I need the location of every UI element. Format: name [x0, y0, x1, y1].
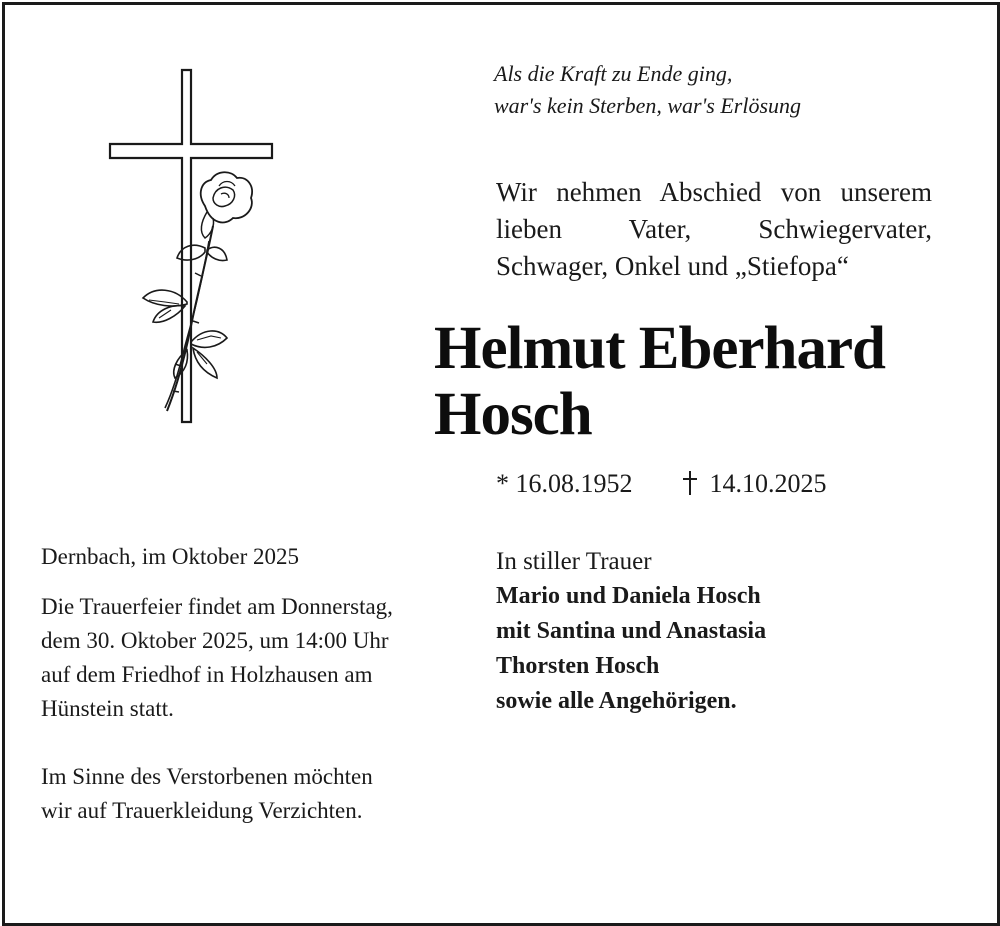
funeral-info [41, 590, 461, 726]
birth-date: * 16.08.1952 [496, 469, 633, 498]
mourner-line: mit Santina und Anastasia [496, 618, 767, 644]
name-line-1: Helmut Eberhard [434, 315, 885, 382]
details-column [41, 540, 461, 828]
intro-line-3: Schwager, Onkel und „Stiefopa“ [496, 251, 849, 281]
dress-code-line: Im Sinne des Verstorbenen möchten [41, 764, 373, 789]
motto-quote [494, 58, 801, 122]
funeral-info-line: auf dem Friedhof in Holzhausen am [41, 662, 373, 687]
mourners-column [496, 544, 916, 719]
motto-line-1: Als die Kraft zu Ende ging, [494, 61, 733, 86]
life-dates [496, 468, 827, 500]
dagger-cross-icon [682, 470, 698, 496]
deceased-name [434, 316, 885, 448]
funeral-info-line: Die Trauerfeier findet am Donnerstag, [41, 594, 393, 619]
mourner-line: sowie alle Angehörigen. [496, 688, 737, 714]
death-date: 14.10.2025 [709, 469, 827, 498]
intro-line-1: Wir nehmen Abschied von unserem [496, 177, 932, 207]
dress-code-line: wir auf Trauerkleidung Verzichten. [41, 798, 363, 823]
mourners-heading: In stiller Trauer [496, 548, 652, 575]
mourner-line: Thorsten Hosch [496, 653, 660, 679]
place-and-date: Dernbach, im Oktober 2025 [41, 544, 300, 569]
name-line-2: Hosch [434, 381, 592, 448]
cross-with-rose-icon [105, 66, 280, 426]
dress-code-note [41, 760, 461, 828]
motto-line-2: war's kein Sterben, war's Erlösung [494, 93, 802, 118]
intro-line-2: lieben Vater, Schwiegervater, [496, 214, 932, 244]
mourner-line: Mario und Daniela Hosch [496, 583, 761, 609]
farewell-intro [496, 174, 932, 285]
funeral-info-line: Hünstein statt. [41, 696, 174, 721]
funeral-info-line: dem 30. Oktober 2025, um 14:00 Uhr [41, 628, 389, 653]
